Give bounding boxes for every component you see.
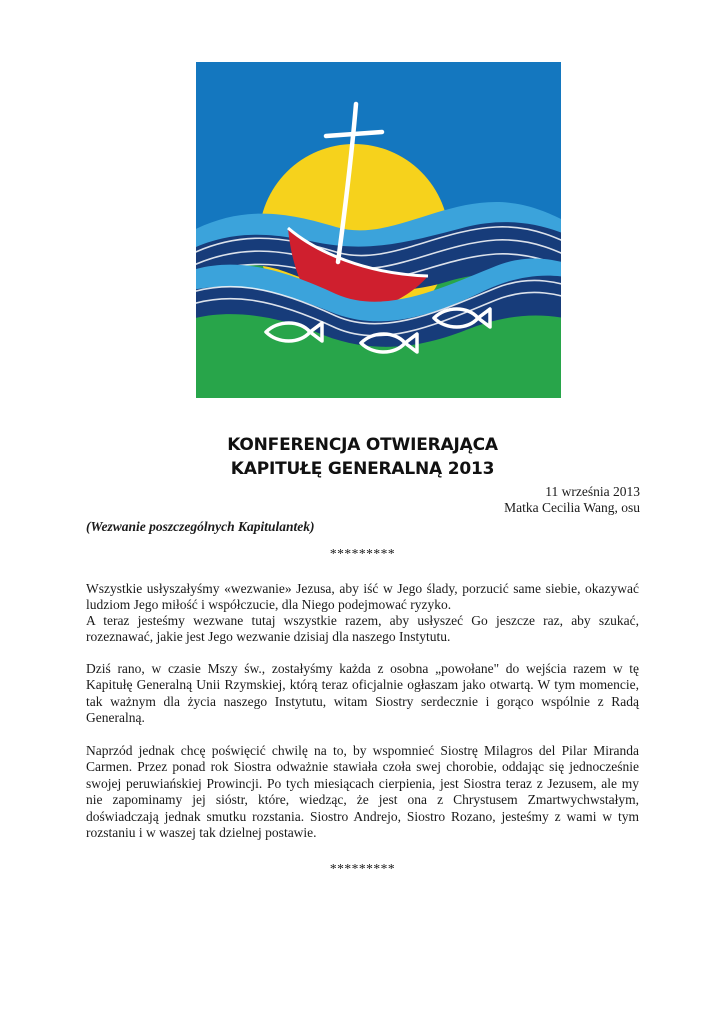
paragraph: A teraz jesteśmy wezwane tutaj wszystkie razem, aby usłyszeć Go jeszcze raz, aby szukać, rozeznawać, jakie jest Jego wezwanie dzisiaj dla naszego Instytutu. [86, 613, 639, 645]
invocation-note: (Wezwanie poszczególnych Kapitulantek) [86, 519, 315, 534]
paragraph: Wszystkie usłyszałyśmy «wezwanie» Jezusa, aby iść w Jego ślady, porzucić same siebie, okazywać ludziom Jego miłość i współczucie, dla Niego podejmować ryzyko. [86, 581, 639, 613]
document-title-line-2: KAPITUŁĘ GENERALNĄ 2013 [230, 459, 495, 479]
document-author: Matka Cecilia Wang, osu [504, 500, 640, 515]
document-date: 11 września 2013 [545, 484, 640, 499]
document-title-line-1: KONFERENCJA OTWIERAJĄCA [227, 435, 498, 455]
paragraph: Naprzód jednak chcę poświęcić chwilę na to, by wspomnieć Siostrę Milagros del Pilar Miranda Carmen. Przez ponad rok Siostra odważnie stawiała czoła swej chorobie, oddając się jednocześnie swojej peruwiańskiej Prowincji. Po tych miesiącach cierpienia, jest Siostra teraz z Jezusem, ale my nie zapominamy jej sióstr, które, wiedząc, że jest ona z Chrystusem Zmartwychwstałym, doświadczają jednak smutku rozstania. Siostro Andrejo, Siostro Rozano, jesteśmy z wami w tym rozstaniu i w waszej tak dzielnej postawie. [86, 743, 639, 841]
section-separator: ********* [329, 546, 396, 561]
section-separator: ********* [329, 861, 396, 876]
cross-boat-sun-fish-logo [196, 62, 561, 398]
paragraph: Dziś rano, w czasie Mszy św., zostałyśmy każda z osobna „powołane" do wejścia razem w tę Kapitułę Generalną Unii Rzymskiej, którą teraz oficjalnie ogłaszam jako otwartą. W tym momencie, tak ważnym dla życia naszego Instytutu, witam Siostry serdecznie i gorąco wspólnie z Radą Generalną. [86, 661, 639, 726]
